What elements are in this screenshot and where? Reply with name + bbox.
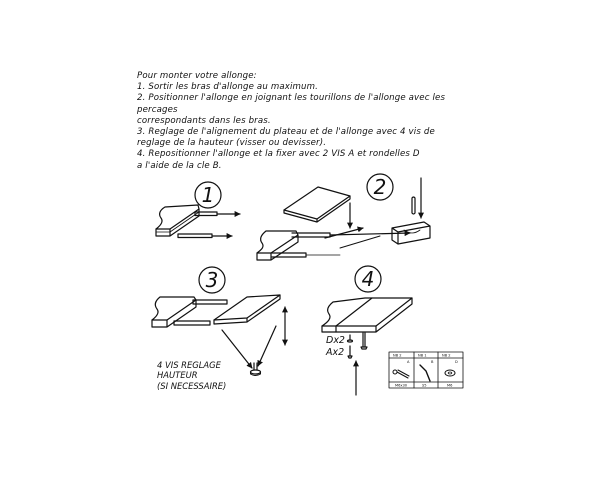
instruction-line: reglage de la hauteur (visser ou devisser). xyxy=(137,138,327,149)
allen-key-icon xyxy=(420,365,430,381)
screw-a-small-icon xyxy=(348,346,352,358)
step-3-number: 3 xyxy=(205,268,219,292)
hardware-a-spec: M6x30 xyxy=(395,383,408,388)
hardware-b-qty: NB 1 xyxy=(418,353,427,358)
step-3-extension-leaf xyxy=(214,295,280,320)
hardware-b-spec: S5 xyxy=(422,383,427,388)
hardware-b-letter: B xyxy=(431,360,434,364)
hardware-d-qty: NB 2 xyxy=(442,353,451,358)
screw-a-icon xyxy=(361,333,367,349)
instruction-line: correspondants dans les bras. xyxy=(137,115,271,126)
step-2-number: 2 xyxy=(373,175,387,199)
instruction-line: 1. Sortir les bras d'allonge au maximum. xyxy=(137,82,319,93)
instruction-line: 4. Repositionner l'allonge et la fixer avec 2 VIS A et rondelles D xyxy=(137,149,420,160)
qty-d-label: Dx2 xyxy=(326,335,345,346)
instruction-line: a l'aide de la cle B. xyxy=(137,160,222,171)
instruction-line: 2. Positionner l'allonge en joignant les tourillons de l'allonge avec les percages xyxy=(137,93,446,115)
bolt-icon xyxy=(393,370,409,378)
instruction-line: Pour monter votre allonge: xyxy=(137,71,257,81)
step-2-extension-leaf xyxy=(284,187,350,219)
step-1-arm-upper xyxy=(195,212,217,216)
step-4-illustration xyxy=(322,266,412,395)
step-1-number: 1 xyxy=(201,183,215,207)
step-3-table-top xyxy=(152,297,196,320)
step-1-illustration xyxy=(156,182,240,238)
hardware-a-qty: NB 2 xyxy=(393,353,402,358)
hardware-d-spec: M6 xyxy=(447,383,453,388)
step-1-table-top xyxy=(156,205,199,229)
step-1-arm-lower xyxy=(178,234,212,238)
screws-label-line2: HAUTEUR xyxy=(157,370,198,380)
step-4-number: 4 xyxy=(361,267,375,291)
step-3-arrow-screw-b xyxy=(258,326,276,366)
step-2-arrow-diagonal xyxy=(325,228,363,238)
step-4-joint-line xyxy=(336,298,372,326)
hardware-d-letter: D xyxy=(455,360,458,364)
step-2-dowel xyxy=(412,197,415,214)
step-3-illustration xyxy=(152,267,285,391)
instruction-line: 3. Reglage de l'alignement du plateau et de l'allonge avec 4 vis de xyxy=(137,127,435,138)
step-2-table-top xyxy=(257,231,298,253)
qty-a-label: Ax2 xyxy=(326,347,345,358)
washer-icon xyxy=(445,370,455,376)
step-2-arm-lower xyxy=(272,253,306,257)
washer-d-icon xyxy=(348,335,353,342)
screws-label-line3: (SI NECESSAIRE) xyxy=(157,381,227,391)
hardware-a-letter: A xyxy=(407,360,410,364)
screws-label-line1: 4 VIS REGLAGE xyxy=(157,360,221,370)
step-3-arrow-screw-a xyxy=(222,330,252,368)
step-3-arm-upper xyxy=(193,300,227,304)
hardware-table xyxy=(389,352,463,388)
step-3-arm-lower xyxy=(174,321,210,325)
step-2-illustration xyxy=(257,174,430,260)
